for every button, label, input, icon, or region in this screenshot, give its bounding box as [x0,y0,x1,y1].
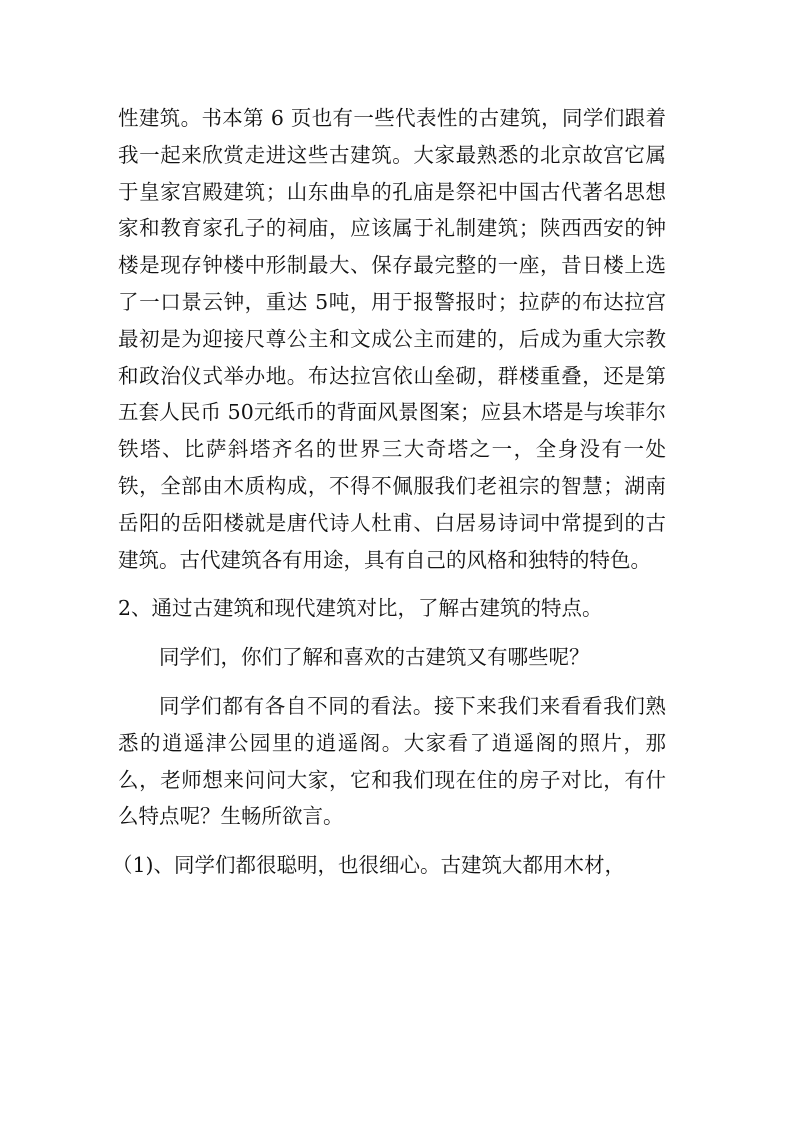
paragraph-point-1: （1)、同学们都很聪明，也很细心。古建筑大都用木材， [112,853,626,878]
document-body [112,100,666,884]
paragraph-section-2-heading: 2、通过古建筑和现代建筑对比，了解古建筑的特点。 [118,596,603,621]
paragraph-ancient-buildings-intro: 性建筑。书本第 6 页也有一些代表性的古建筑，同学们跟着我一起来欣赏走进这些古建筑。大家最熟悉的北京故宫它属于皇家宫殿建筑；山东曲阜的孔庙是祭祀中国古代著名思想家和教育家孔子的祠庙，应该属于礼制建筑；陕西西安的钟楼是现存钟楼中形制最大、保存最完整的一座，昔日楼上选了一口景云钟，重达 5吨，用于报警报时；拉萨的布达拉宫最初是为迎接尺尊公主和文成公主而建的，后成为重大宗教和政治仪式举办地。布达拉宫依山垒砌，群楼重叠，还是第五套人民币 50元纸币的背面风景图案；应县木塔是与埃菲尔铁塔、比萨斜塔齐名的世界三大奇塔之一，全身没有一处铁，全部由木质构成，不得不佩服我们老祖宗的智慧；湖南岳阳的岳阳楼就是唐代诗人杜甫、白居易诗词中常提到的古建筑。古代建筑各有用途，具有自己的风格和独特的特色。 [118,106,666,572]
paragraph-question: 同学们，你们了解和喜欢的古建筑又有哪些呢？ [159,645,590,670]
paragraph-xiaoyao-pavilion: 同学们都有各自不同的看法。接下来我们来看看我们熟悉的逍遥津公园里的逍遥阁。大家看了逍遥阁的照片，那么，老师想来问问大家，它和我们现在住的房子对比，有什么特点呢？生畅所欲言。 [118,693,666,829]
